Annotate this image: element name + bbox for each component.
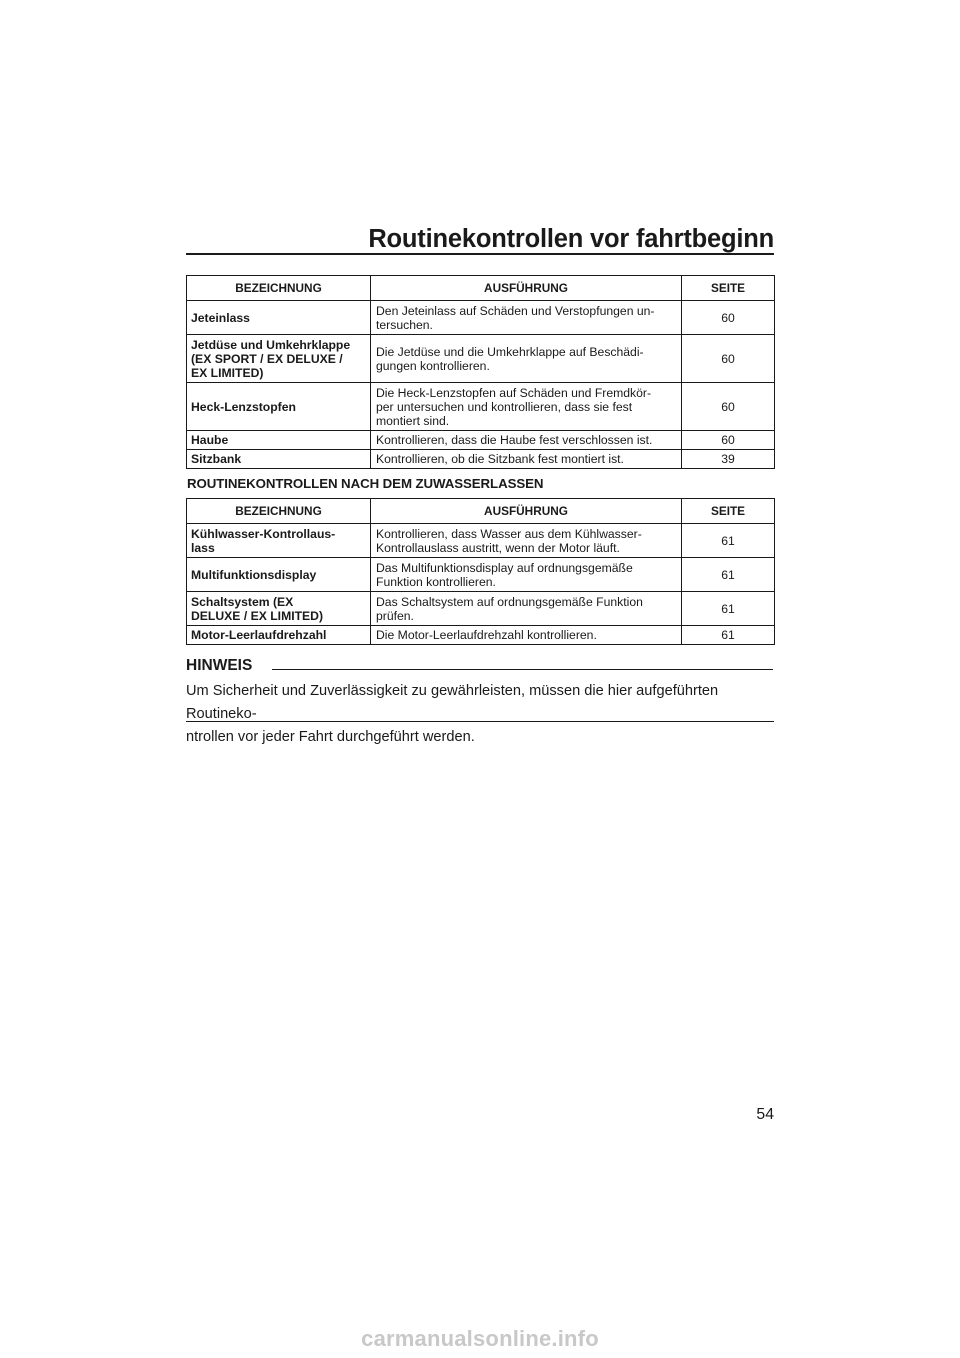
row-page: 61 [682,524,775,558]
watermark: carmanualsonline.info [361,1326,599,1351]
row-page: 60 [682,383,775,431]
table-row [187,431,775,450]
column-header-page: SEITE [682,276,775,301]
row-name: Schaltsystem (EX DELUXE / EX LIMITED) [187,592,371,626]
table-row [187,524,775,558]
row-name: Haube [187,431,371,450]
row-name: Sitzbank [187,450,371,469]
page-title: Routinekontrollen vor fahrtbeginn [368,225,774,253]
row-name: Heck-Lenzstopfen [187,383,371,431]
note-rule-bottom [186,721,774,722]
page-number: 54 [756,1106,774,1123]
row-action: Kontrollieren, dass Wasser aus dem Kühlwasser- Kontrollauslass austritt, wenn der Motor läuft. [371,524,682,558]
checks-before-launch-table [186,275,775,469]
table-row [187,592,775,626]
row-action: Die Jetdüse und die Umkehrklappe auf Beschädi- gungen kontrollieren. [371,335,682,383]
table-row [187,335,775,383]
column-header-name: BEZEICHNUNG [187,276,371,301]
row-page: 60 [682,301,775,335]
row-action: Das Schaltsystem auf ordnungsgemäße Funktion prüfen. [371,592,682,626]
column-header-name: BEZEICHNUNG [187,499,371,524]
table-row [187,558,775,592]
table-header-row [187,276,775,301]
row-action: Die Heck-Lenzstopfen auf Schäden und Fremdkör- per untersuchen und kontrollieren, dass sie fest montiert sind. [371,383,682,431]
row-action: Den Jeteinlass auf Schäden und Verstopfungen un- tersuchen. [371,301,682,335]
row-name: Motor-Leerlaufdrehzahl [187,626,371,645]
row-action: Das Multifunktionsdisplay auf ordnungsgemäße Funktion kontrollieren. [371,558,682,592]
column-header-action: AUSFÜHRUNG [371,499,682,524]
note-rule-top [272,669,773,670]
row-page: 60 [682,335,775,383]
row-page: 61 [682,626,775,645]
row-name: Jetdüse und Umkehrklappe (EX SPORT / EX DELUXE / EX LIMITED) [187,335,371,383]
table-row [187,383,775,431]
row-page: 60 [682,431,775,450]
row-name: Multifunktionsdisplay [187,558,371,592]
checks-after-launch-table [186,498,775,645]
title-rule [186,253,774,255]
table-header-row [187,499,775,524]
row-name: Jeteinlass [187,301,371,335]
row-page: 39 [682,450,775,469]
table-row [187,450,775,469]
row-name: Kühlwasser-Kontrollaus- lass [187,524,371,558]
row-action: Kontrollieren, ob die Sitzbank fest montiert ist. [371,450,682,469]
table-row [187,301,775,335]
row-action: Kontrollieren, dass die Haube fest verschlossen ist. [371,431,682,450]
table-row [187,626,775,645]
note-heading: HINWEIS [186,657,253,674]
column-header-action: AUSFÜHRUNG [371,276,682,301]
section-heading: ROUTINEKONTROLLEN NACH DEM ZUWASSERLASSEN [187,476,544,491]
column-header-page: SEITE [682,499,775,524]
row-page: 61 [682,558,775,592]
note-text: Um Sicherheit und Zuverlässigkeit zu gewährleisten, müssen die hier aufgeführten Routineko- ntrollen vor jeder Fahrt durchgeführt werden. [186,683,719,745]
row-action: Die Motor-Leerlaufdrehzahl kontrollieren. [371,626,682,645]
row-page: 61 [682,592,775,626]
